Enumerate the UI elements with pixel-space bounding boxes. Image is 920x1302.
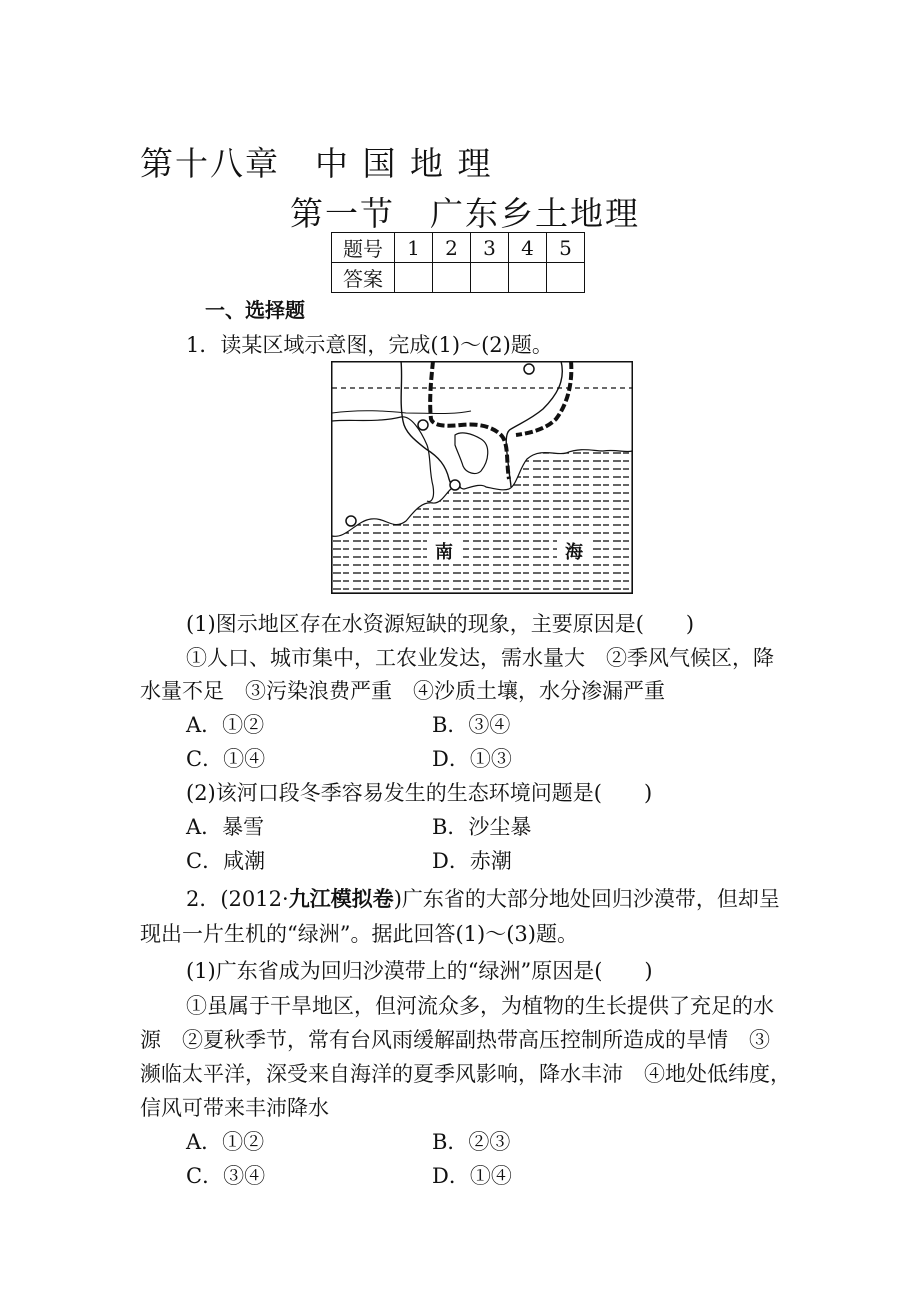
option-a[interactable]: A．①② xyxy=(186,713,265,737)
city-marker xyxy=(418,420,428,430)
chapter-title: 第十八章 中 国 地 理 xyxy=(140,144,493,183)
question-number: 1 xyxy=(395,233,433,263)
map-label-sea: 海 xyxy=(565,542,583,563)
question-2-source: 九江模拟卷 xyxy=(288,887,394,911)
city-marker xyxy=(524,364,534,374)
section-title: 第一节 广东乡土地理 xyxy=(290,194,640,233)
city-marker xyxy=(450,480,460,490)
question-number: 5 xyxy=(547,233,585,263)
option-c[interactable]: C．③④ xyxy=(186,1164,266,1188)
map-label-south: 南 xyxy=(435,542,453,563)
option-b[interactable]: B．沙尘暴 xyxy=(432,815,532,839)
option-d[interactable]: D．①③ xyxy=(432,747,512,771)
answer-cell[interactable] xyxy=(433,263,471,293)
q2-sub1-statements: 信风可带来丰沛降水 xyxy=(140,1096,329,1120)
question-2-stem-rest: )广东省的大部分地处回归沙漠带，但却呈 xyxy=(393,887,780,911)
answer-cell[interactable] xyxy=(547,263,585,293)
option-b[interactable]: B．③④ xyxy=(432,713,511,737)
answer-cell[interactable] xyxy=(509,263,547,293)
q1-sub1-stem: (1)图示地区存在水资源短缺的现象，主要原因是( ) xyxy=(186,612,695,636)
q2-sub1-statements: ①虽属于干旱地区，但河流众多，为植物的生长提供了充足的水 xyxy=(186,994,774,1018)
option-a[interactable]: A．①② xyxy=(186,1130,265,1154)
option-b[interactable]: B．②③ xyxy=(432,1130,511,1154)
question-2-stem-line2: 现出一片生机的“绿洲”。据此回答(1)～(3)题。 xyxy=(140,922,578,946)
option-c[interactable]: C．咸潮 xyxy=(186,849,266,873)
question-number: 4 xyxy=(509,233,547,263)
question-number: 2 xyxy=(433,233,471,263)
question-number: 3 xyxy=(471,233,509,263)
region-map xyxy=(331,361,633,594)
question-1-stem: 1．读某区域示意图，完成(1)～(2)题。 xyxy=(186,333,553,357)
option-c[interactable]: C．①④ xyxy=(186,747,266,771)
option-a[interactable]: A．暴雪 xyxy=(186,815,265,839)
answer-cell[interactable] xyxy=(395,263,433,293)
q2-sub1-stem: (1)广东省成为回归沙漠带上的“绿洲”原因是( ) xyxy=(186,959,653,983)
q2-sub1-statements: 源 ②夏秋季节，常有台风雨缓解副热带高压控制所造成的旱情 ③ xyxy=(140,1028,770,1052)
answer-cell[interactable] xyxy=(471,263,509,293)
q1-sub2-stem: (2)该河口段冬季容易发生的生态环境问题是( ) xyxy=(186,781,653,805)
question-2-number: 2．(2012· xyxy=(186,887,289,911)
option-d[interactable]: D．①④ xyxy=(432,1164,512,1188)
option-d[interactable]: D．赤潮 xyxy=(432,849,512,873)
question-2-stem xyxy=(186,883,780,913)
q2-sub1-statements: 濒临太平洋，深受来自海洋的夏季风影响，降水丰沛 ④地处低纬度， xyxy=(140,1062,791,1086)
city-marker xyxy=(346,516,356,526)
answer-table xyxy=(331,232,585,293)
q1-sub1-statements: 水量不足 ③污染浪费严重 ④沙质土壤，水分渗漏严重 xyxy=(140,679,665,703)
q1-sub1-statements: ①人口、城市集中，工农业发达，需水量大 ②季风气候区，降 xyxy=(186,646,774,670)
table-row-label: 题号 xyxy=(332,233,395,263)
section-heading: 一、选择题 xyxy=(205,298,305,322)
table-row-label: 答案 xyxy=(332,263,395,293)
